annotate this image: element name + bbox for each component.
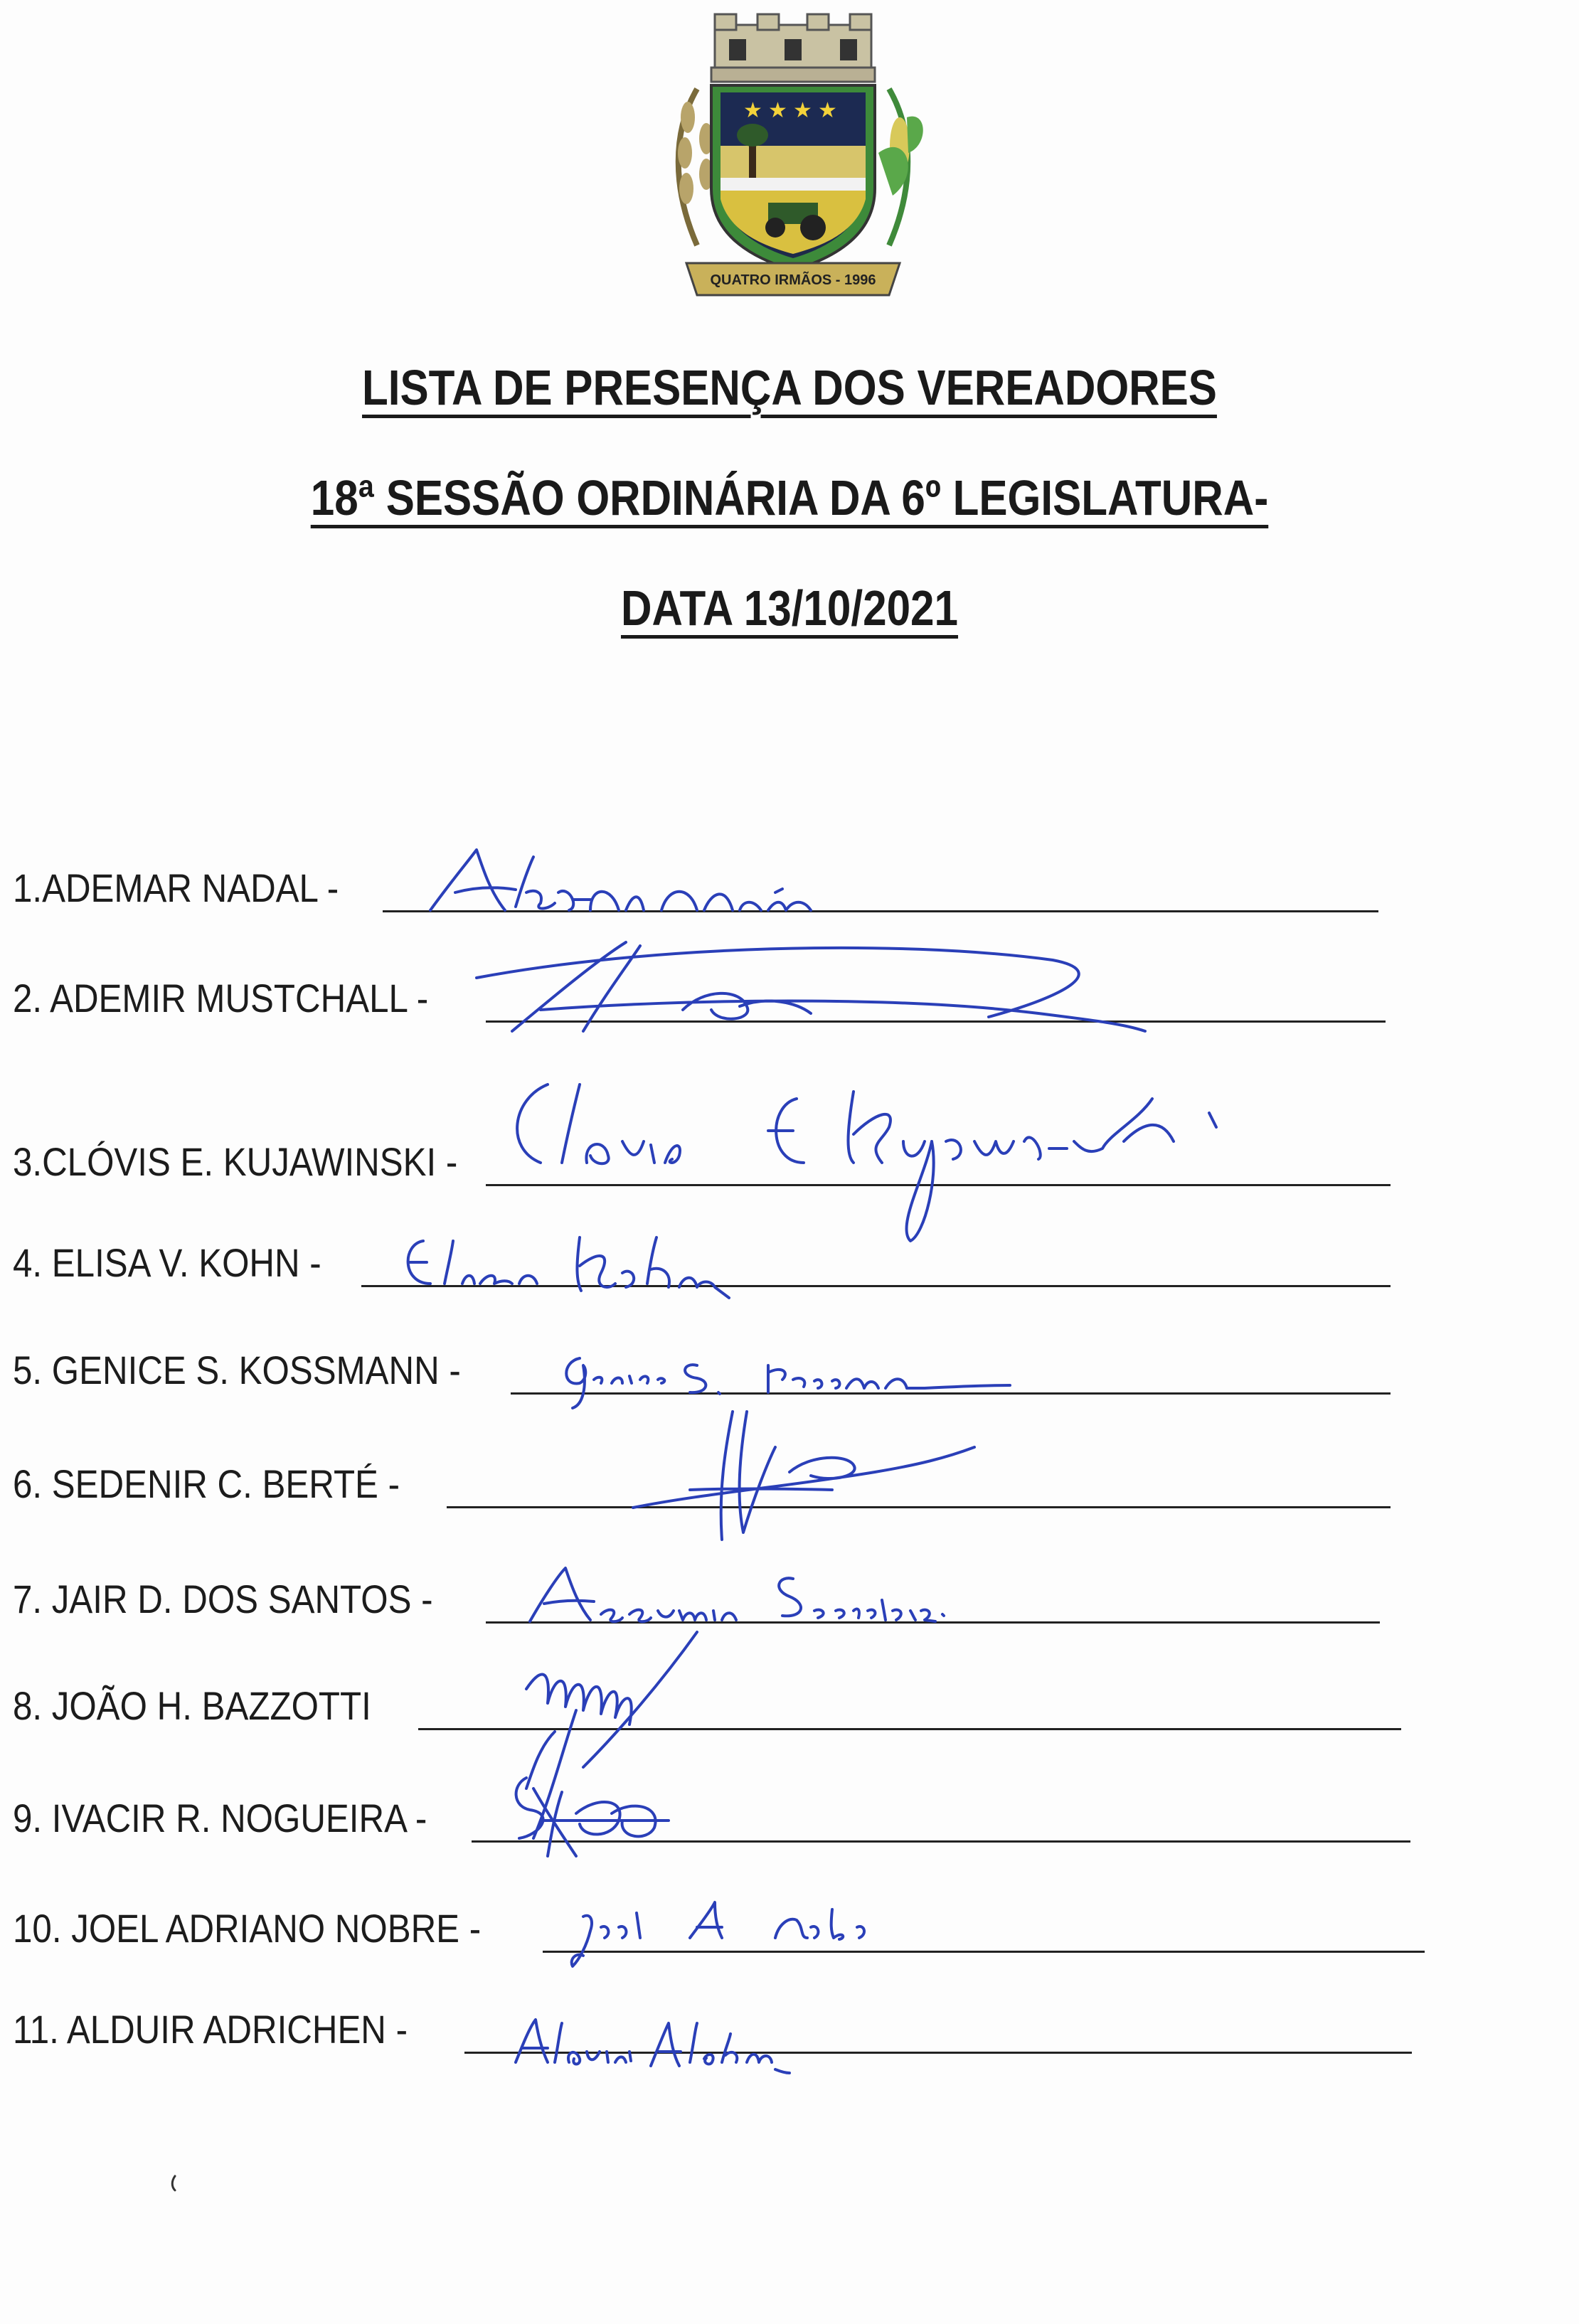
- attendee-row: [13, 1232, 1393, 1296]
- attendee-name: 9. IVACIR R. NOGUEIRA -: [13, 1796, 427, 1840]
- attendee-row: [13, 1675, 1407, 1739]
- signature-line: [418, 1728, 1401, 1730]
- attendee-row: [13, 857, 1364, 921]
- signature-line: [543, 1951, 1425, 1953]
- seal-motto: QUATRO IRMÃOS - 1996: [710, 272, 876, 288]
- signature-line: [486, 1184, 1391, 1186]
- signature-line: [447, 1506, 1391, 1508]
- signature-line: [511, 1392, 1391, 1395]
- attendee-row: [13, 967, 1378, 1031]
- attendee-row: [13, 1897, 1435, 1961]
- date-line: DATA 13/10/2021: [620, 580, 959, 636]
- title-line: LISTA DE PRESENÇA DOS VEREADORES: [362, 360, 1217, 415]
- attendee-name: 10. JOEL ADRIANO NOBRE -: [13, 1906, 482, 1951]
- ink-speck: [168, 2173, 182, 2194]
- svg-text:★: ★: [818, 98, 837, 123]
- session-date: [110, 580, 1468, 636]
- attendee-name: 6. SEDENIR C. BERTÉ -: [13, 1461, 400, 1506]
- attendee-name: 8. JOÃO H. BAZZOTTI: [13, 1683, 371, 1728]
- attendee-name: 11. ALDUIR ADRICHEN -: [13, 2007, 408, 2052]
- signature-line: [486, 1020, 1386, 1023]
- attendee-row: [13, 1339, 1393, 1403]
- attendee-name: 4. ELISA V. KOHN -: [13, 1240, 321, 1285]
- svg-text:★: ★: [743, 98, 762, 123]
- attendee-name: 3.CLÓVIS E. KUJAWINSKI -: [13, 1139, 458, 1184]
- attendee-row: [13, 1787, 1421, 1851]
- coat-of-arms-seal: [644, 11, 942, 309]
- signature-line: [383, 910, 1378, 912]
- attendee-name: 5. GENICE S. KOSSMANN -: [13, 1348, 461, 1392]
- attendee-row: [13, 1453, 1393, 1517]
- signature-line: [472, 1840, 1410, 1843]
- signature-line: [486, 1621, 1380, 1624]
- attendee-row: [13, 1568, 1393, 1632]
- signature-line: [361, 1285, 1391, 1287]
- svg-text:★: ★: [768, 98, 787, 123]
- attendee-name: 2. ADEMIR MUSTCHALL -: [13, 976, 429, 1020]
- signature-line: [464, 2052, 1412, 2054]
- attendee-row: [13, 1998, 1435, 2062]
- svg-text:★: ★: [793, 98, 812, 123]
- page-title: [110, 359, 1468, 416]
- session-subtitle: [110, 469, 1468, 526]
- attendee-row: [13, 1131, 1393, 1195]
- subtitle-line: 18ª SESSÃO ORDINÁRIA DA 6º LEGISLATURA-: [310, 470, 1269, 526]
- attendee-name: 1.ADEMAR NADAL -: [13, 865, 339, 910]
- attendee-name: 7. JAIR D. DOS SANTOS -: [13, 1577, 433, 1621]
